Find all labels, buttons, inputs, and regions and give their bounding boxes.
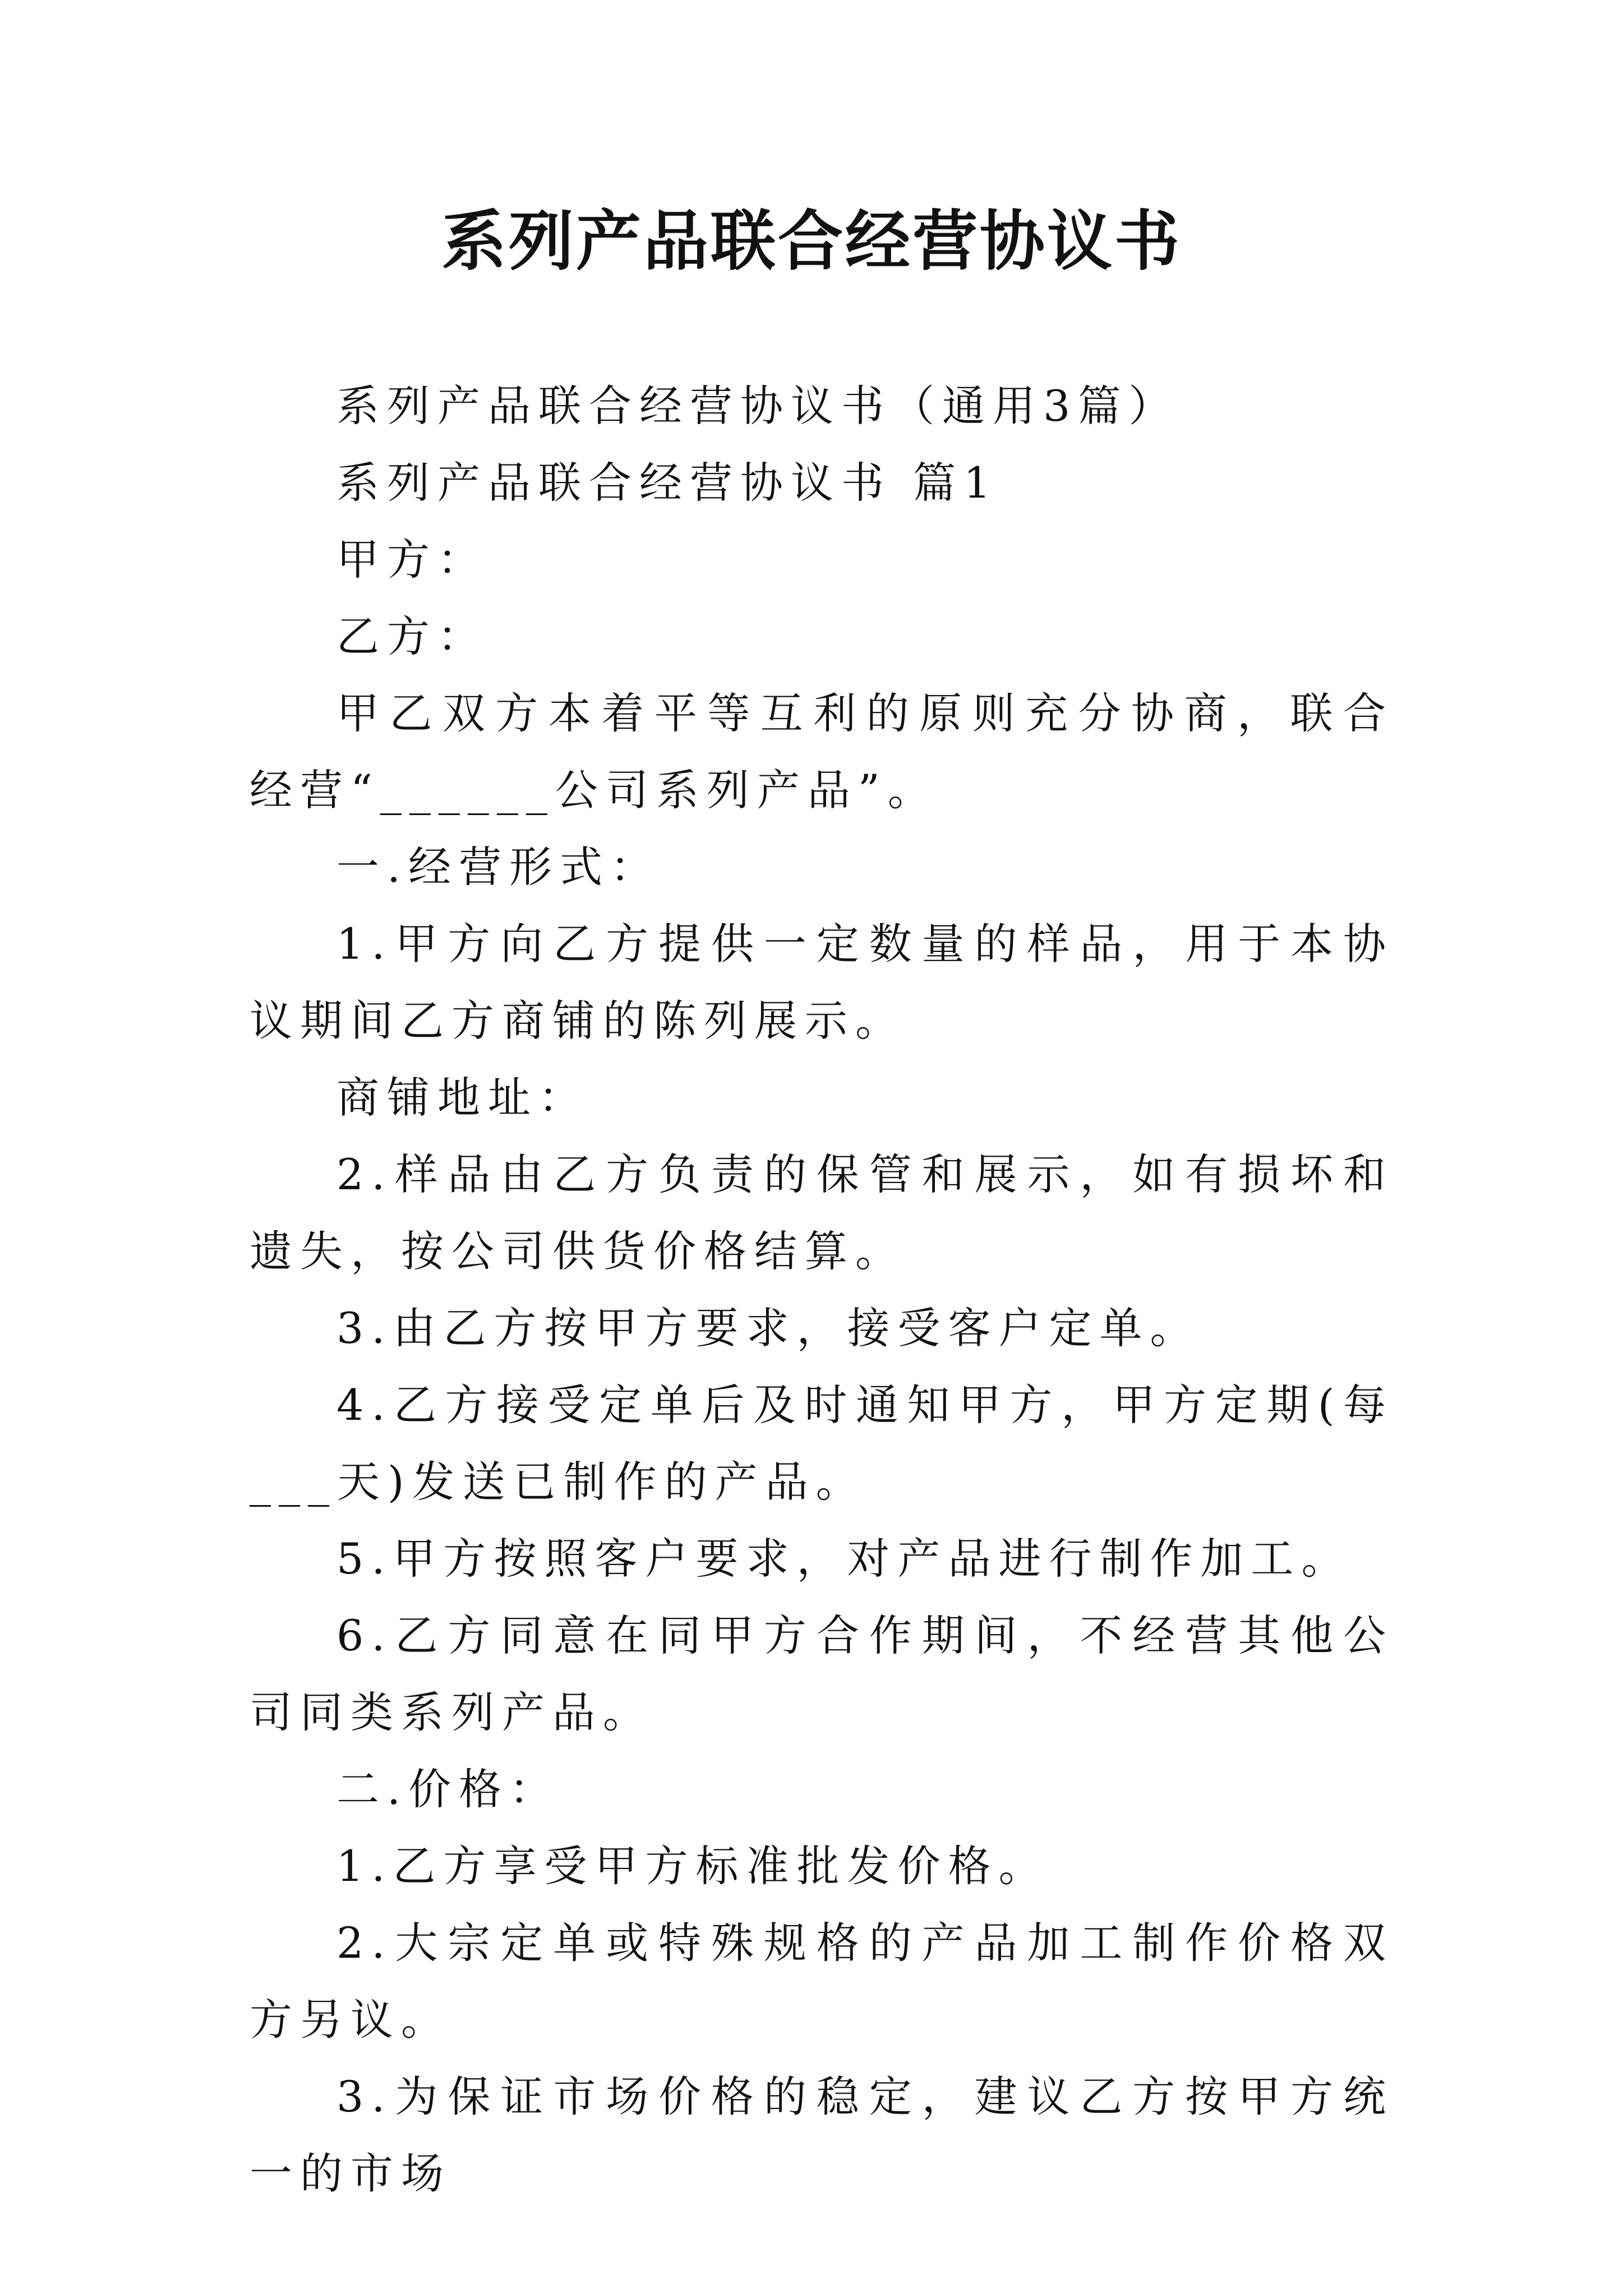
paragraph-party-a: 甲方： [336,535,488,585]
paragraph-store-address: 商铺地址： [336,1073,589,1122]
paragraph-clause: 2.大宗定单或特殊规格的产品加工制作价格双方另议。 [250,1918,1394,2045]
paragraph-clause: 5.甲方按照客户要求，对产品进行制作加工。 [336,1534,1352,1584]
document-title: 系列产品联合经营协议书 [441,203,1182,279]
paragraph-preamble: 甲乙双方本着平等互利的原则充分协商，联合经营“______公司系列产品”。 [250,688,1394,815]
paragraph-clause: 4.乙方接受定单后及时通知甲方，甲方定期(每___天)发送已制作的产品。 [250,1380,1394,1507]
paragraph-section-heading: 系列产品联合经营协议书 篇1 [336,458,999,508]
paragraph-subtitle: 系列产品联合经营协议书（通用3篇） [336,381,1179,431]
paragraph-clause: 3.由乙方按甲方要求，接受客户定单。 [336,1303,1201,1353]
paragraph-party-b: 乙方： [336,611,488,661]
document-body [250,367,1394,2212]
paragraph-clause: 3.为保证市场价格的稳定，建议乙方按甲方统一的市场 [250,2072,1394,2198]
paragraph-heading-price: 二.价格： [336,1764,560,1814]
paragraph-heading-business-form: 一.经营形式： [336,842,661,892]
paragraph-clause: 1.甲方向乙方提供一定数量的样品，用于本协议期间乙方商铺的陈列展示。 [250,919,1394,1046]
paragraph-clause: 6.乙方同意在同甲方合作期间，不经营其他公司同类系列产品。 [250,1611,1394,1737]
paragraph-clause: 2.样品由乙方负责的保管和展示，如有损坏和遗失，按公司供货价格结算。 [250,1149,1394,1276]
paragraph-clause: 1.乙方享受甲方标准批发价格。 [336,1841,1049,1891]
